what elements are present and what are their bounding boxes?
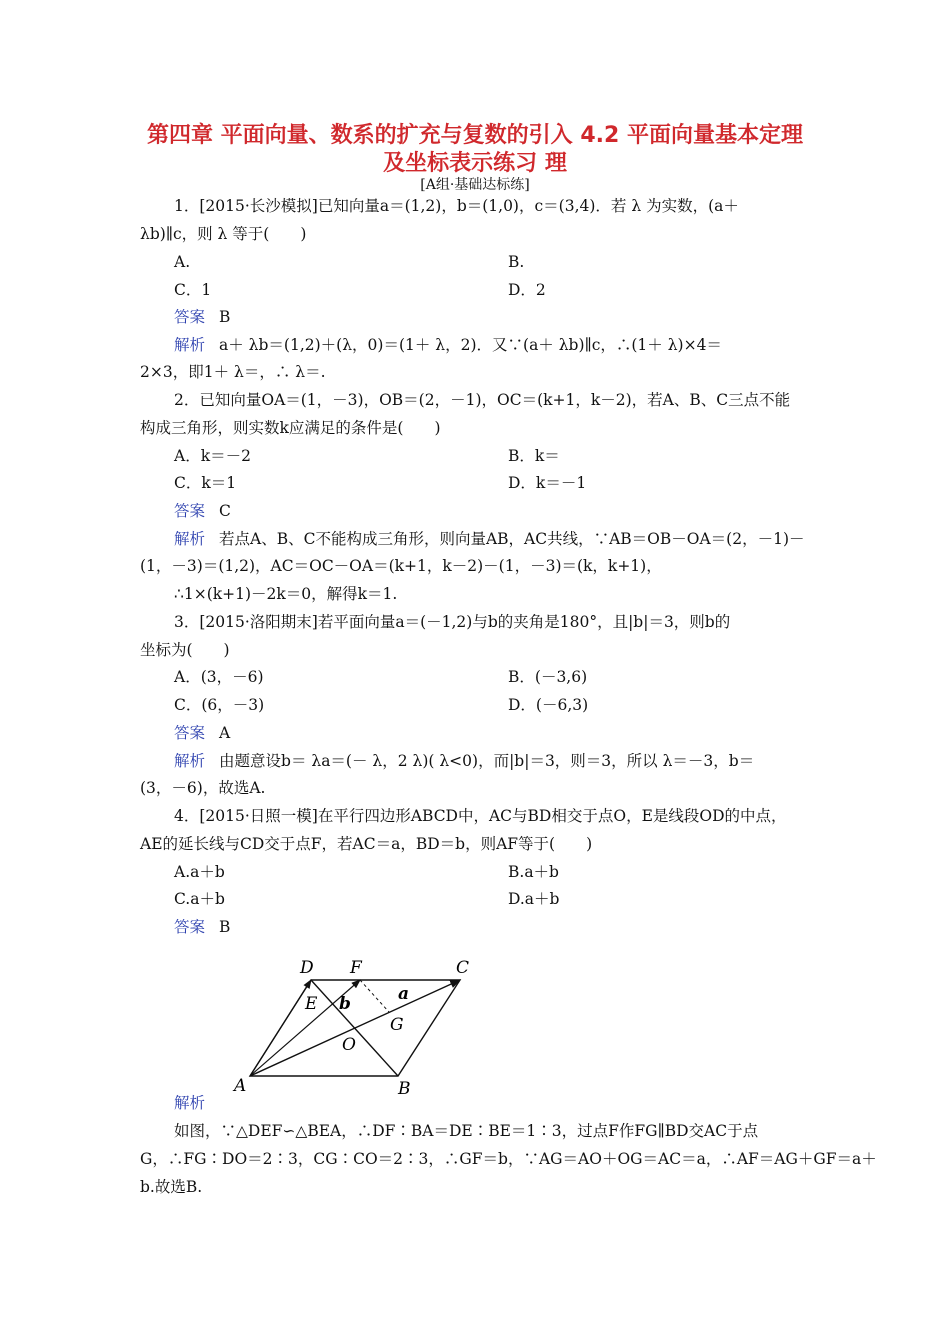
q1-option-a: A. (174, 253, 191, 271)
q4-option-b: B.a＋b (508, 863, 559, 881)
label-d: D (300, 958, 314, 978)
q1-stem-line-2: λb)∥c，则 λ 等于( ) (140, 225, 307, 243)
parallelogram-diagram (228, 955, 488, 1097)
q2-analysis-line-1 (174, 529, 864, 549)
analysis-label: 解析 (174, 1094, 206, 1112)
label-f: F (350, 958, 362, 978)
analysis-label: 解析 (174, 530, 206, 548)
q4-answer (174, 917, 864, 937)
q2-analysis-text-1: 若点A、B、C不能构成三角形，则向量AB，AC共线，∵AB＝OB－OA＝(2，－1)－ (219, 530, 805, 548)
q4-option-c: C.a＋b (174, 890, 225, 908)
q1-option-d: D．2 (508, 281, 546, 299)
label-vector-b: b (339, 994, 351, 1014)
q1-option-b: B. (508, 253, 525, 271)
q3-option-c: C．(6，－3) (174, 696, 265, 714)
q3-stem-line-1: 3．[2015·洛阳期末]若平面向量a＝(－1,2)与b的夹角是180°，且|b|＝3，则b的 (174, 613, 731, 631)
q4-option-a: A.a＋b (174, 863, 225, 881)
section-subtitle: [A组·基础达标练] (420, 177, 530, 193)
q1-answer (174, 307, 864, 327)
q1-analysis-line-2: 2×3，即1＋ λ＝，∴ λ＝. (140, 363, 326, 381)
q2-answer (174, 501, 864, 521)
q2-option-a: A．k＝－2 (174, 447, 251, 465)
title-line-2: 及坐标表示练习 理 (383, 151, 567, 176)
q3-analysis-line-1 (174, 751, 864, 771)
label-a: A (234, 1076, 247, 1096)
label-e: E (305, 994, 318, 1014)
q4-answer-value: B (219, 918, 231, 936)
q3-stem-line-2: 坐标为( ) (140, 641, 230, 659)
answer-label: 答案 (174, 308, 206, 326)
q1-answer-value: B (219, 308, 231, 326)
label-c: C (456, 958, 470, 978)
q2-stem-line-2: 构成三角形，则实数k应满足的条件是( ) (140, 419, 441, 437)
analysis-label: 解析 (174, 752, 206, 770)
q3-option-b: B．(－3,6) (508, 668, 588, 686)
label-g: G (390, 1015, 404, 1035)
segment-fg (360, 980, 389, 1012)
q2-option-b: B．k＝ (508, 447, 560, 465)
title-line-1: 第四章 平面向量、数系的扩充与复数的引入 4.2 平面向量基本定理 (147, 123, 803, 148)
q2-analysis-line-2: (1，－3)＝(1,2)，AC＝OC－OA＝(k+1，k－2)－(1，－3)＝(k，k+1)， (140, 557, 662, 575)
answer-label: 答案 (174, 724, 206, 742)
analysis-label: 解析 (174, 336, 206, 354)
q3-answer-value: A (219, 724, 231, 742)
q2-analysis-line-3: ∴1×(k+1)－2k＝0，解得k＝1. (174, 585, 398, 603)
q3-analysis-text-1: 由题意设b＝ λa＝(－ λ，2 λ)( λ<0)，而|b|＝3，则＝3，所以 λ＝－3，b＝ (219, 752, 755, 770)
label-b: B (398, 1079, 411, 1097)
q4-stem-line-2: AE的延长线与CD交于点F，若AC＝a，BD＝b，则AF等于( ) (140, 835, 593, 853)
q3-analysis-line-2: (3，－6)，故选A. (140, 779, 266, 797)
q3-answer (174, 723, 864, 743)
answer-label: 答案 (174, 918, 206, 936)
q2-option-c: C．k＝1 (174, 474, 237, 492)
q1-stem-line-1: 1．[2015·长沙模拟]已知向量a＝(1,2)，b＝(1,0)，c＝(3,4)．若 λ 为实数，(a＋ (174, 197, 739, 215)
q1-analysis-text-1: a＋ λb＝(1,2)＋(λ，0)＝(1＋ λ，2)．又∵(a＋ λb)∥c，∴(1＋ λ)×4＝ (219, 336, 722, 354)
answer-label: 答案 (174, 502, 206, 520)
diagonal-bd (311, 980, 398, 1076)
q3-option-d: D．(－6,3) (508, 696, 589, 714)
q3-option-a: A．(3，－6) (174, 668, 264, 686)
q2-option-d: D．k＝－1 (508, 474, 587, 492)
q1-option-c: C．1 (174, 281, 212, 299)
q4-analysis-line-1: 如图，∵△DEF∽△BEA，∴DF∶BA＝DE∶BE＝1∶3，过点F作FG∥BD交AC于点 (174, 1122, 759, 1140)
q1-analysis-line-1 (174, 335, 864, 355)
q2-answer-value: C (219, 502, 231, 520)
q4-analysis-label-line (174, 1093, 864, 1113)
label-vector-a: a (398, 984, 410, 1004)
label-o: O (342, 1035, 356, 1055)
q4-analysis-line-3: b.故选B. (140, 1178, 203, 1196)
q4-stem-line-1: 4．[2015·日照一模]在平行四边形ABCD中，AC与BD相交于点O，E是线段OD的中点， (174, 807, 787, 825)
q4-analysis-line-2: G，∴FG∶DO＝2∶3，CG∶CO＝2∶3，∴GF＝b，∵AG＝AO＋OG＝AC＝a，∴AF＝AG＋GF＝a＋ (140, 1150, 877, 1168)
q2-stem-line-1: 2．已知向量OA＝(1，－3)，OB＝(2，－1)，OC＝(k+1，k－2)，若A、B、C三点不能 (174, 391, 791, 409)
q4-option-d: D.a＋b (508, 890, 560, 908)
